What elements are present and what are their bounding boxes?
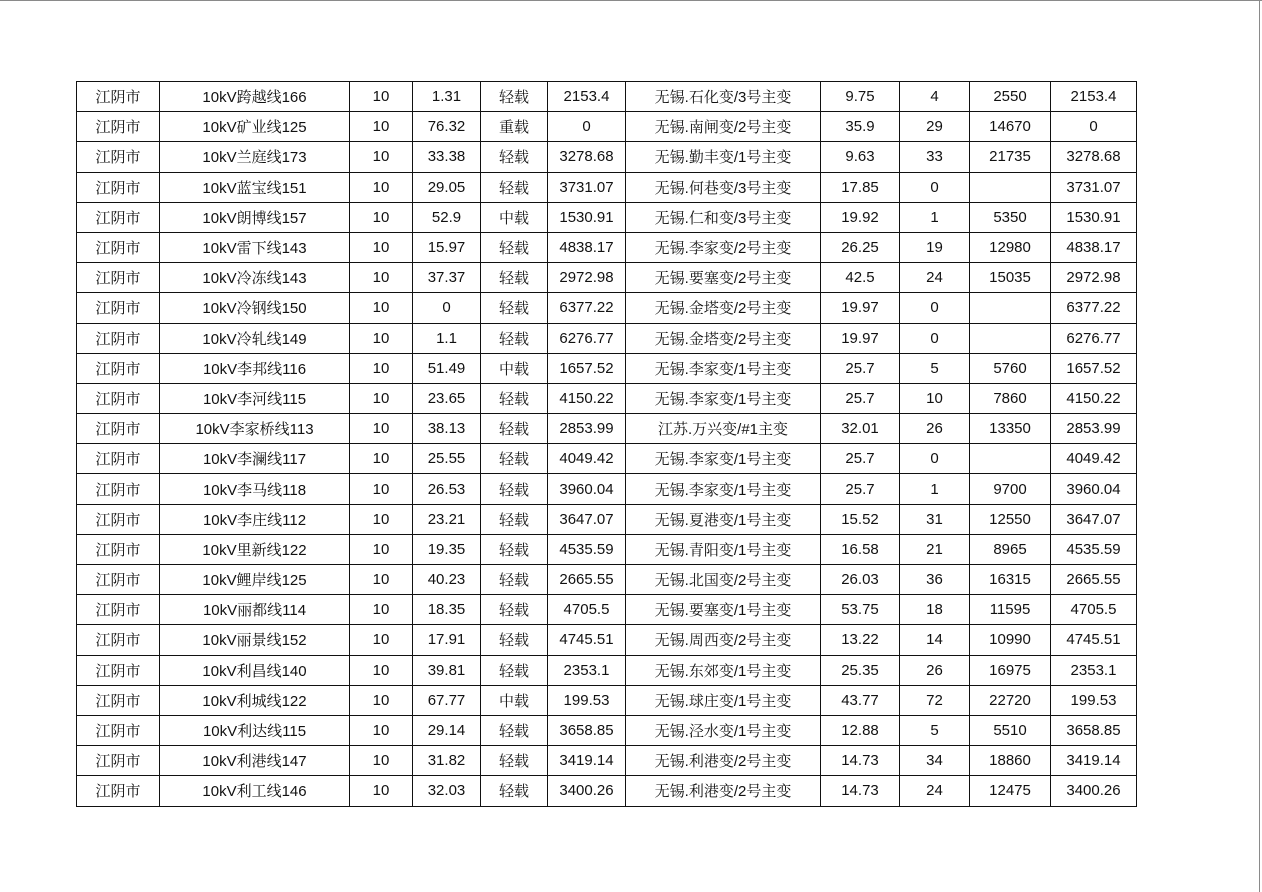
cell-voltage: 10 xyxy=(350,142,413,172)
cell-line-name: 10kV丽景线152 xyxy=(160,625,350,655)
cell-substation-transformer: 无锡.李家变/1号主变 xyxy=(626,474,821,504)
cell-line-name: 10kV雷下线143 xyxy=(160,232,350,262)
cell-load-rate: 19.35 xyxy=(413,534,481,564)
feeder-load-table xyxy=(76,81,1137,807)
cell-count: 1 xyxy=(900,202,970,232)
cell-load-rate: 40.23 xyxy=(413,565,481,595)
cell-voltage: 10 xyxy=(350,504,413,534)
cell-load-rate: 67.77 xyxy=(413,685,481,715)
cell-voltage: 10 xyxy=(350,323,413,353)
cell-capacity-repeat: 4049.42 xyxy=(1051,444,1137,474)
cell-count: 34 xyxy=(900,746,970,776)
cell-city: 江阴市 xyxy=(77,353,160,383)
table-row xyxy=(77,414,1137,444)
cell-capacity-repeat: 3960.04 xyxy=(1051,474,1137,504)
cell-capacity: 3419.14 xyxy=(548,746,626,776)
cell-capacity-repeat: 3278.68 xyxy=(1051,142,1137,172)
cell-capacity: 2972.98 xyxy=(548,263,626,293)
cell-capacity: 199.53 xyxy=(548,685,626,715)
cell-substation-transformer: 无锡.李家变/1号主变 xyxy=(626,383,821,413)
cell-count: 0 xyxy=(900,293,970,323)
cell-line-name: 10kV丽都线114 xyxy=(160,595,350,625)
cell-line-name: 10kV李邦线116 xyxy=(160,353,350,383)
table-row xyxy=(77,715,1137,745)
cell-line-name: 10kV李家桥线113 xyxy=(160,414,350,444)
cell-capacity: 3278.68 xyxy=(548,142,626,172)
cell-city: 江阴市 xyxy=(77,112,160,142)
cell-capacity-repeat: 3419.14 xyxy=(1051,746,1137,776)
cell-load-rate: 37.37 xyxy=(413,263,481,293)
cell-capacity-repeat: 2665.55 xyxy=(1051,565,1137,595)
cell-load-status: 轻载 xyxy=(481,534,548,564)
cell-voltage: 10 xyxy=(350,655,413,685)
cell-load-rate: 26.53 xyxy=(413,474,481,504)
cell-voltage: 10 xyxy=(350,776,413,806)
cell-count: 5 xyxy=(900,715,970,745)
cell-voltage: 10 xyxy=(350,625,413,655)
cell-load-rate: 1.31 xyxy=(413,82,481,112)
cell-transformer-load: 26.25 xyxy=(821,232,900,262)
table-row xyxy=(77,112,1137,142)
cell-transformer-load: 13.22 xyxy=(821,625,900,655)
cell-capacity: 6276.77 xyxy=(548,323,626,353)
cell-load-status: 轻载 xyxy=(481,263,548,293)
cell-substation-transformer: 无锡.夏港变/1号主变 xyxy=(626,504,821,534)
cell-capacity-repeat: 6276.77 xyxy=(1051,323,1137,353)
cell-substation-transformer: 无锡.东郊变/1号主变 xyxy=(626,655,821,685)
cell-transformer-load: 42.5 xyxy=(821,263,900,293)
table-row xyxy=(77,776,1137,806)
cell-line-name: 10kV里新线122 xyxy=(160,534,350,564)
cell-city: 江阴市 xyxy=(77,715,160,745)
cell-value: 21735 xyxy=(970,142,1051,172)
cell-load-rate: 15.97 xyxy=(413,232,481,262)
cell-city: 江阴市 xyxy=(77,655,160,685)
table-row xyxy=(77,625,1137,655)
cell-transformer-load: 25.7 xyxy=(821,474,900,504)
cell-capacity-repeat: 4150.22 xyxy=(1051,383,1137,413)
cell-city: 江阴市 xyxy=(77,414,160,444)
cell-voltage: 10 xyxy=(350,232,413,262)
cell-transformer-load: 25.35 xyxy=(821,655,900,685)
cell-transformer-load: 19.92 xyxy=(821,202,900,232)
cell-count: 0 xyxy=(900,323,970,353)
cell-count: 29 xyxy=(900,112,970,142)
cell-count: 1 xyxy=(900,474,970,504)
cell-capacity-repeat: 1530.91 xyxy=(1051,202,1137,232)
cell-load-rate: 51.49 xyxy=(413,353,481,383)
cell-load-status: 轻载 xyxy=(481,625,548,655)
cell-transformer-load: 35.9 xyxy=(821,112,900,142)
cell-capacity-repeat: 2153.4 xyxy=(1051,82,1137,112)
cell-load-rate: 52.9 xyxy=(413,202,481,232)
cell-transformer-load: 25.7 xyxy=(821,444,900,474)
cell-value: 18860 xyxy=(970,746,1051,776)
cell-capacity: 2153.4 xyxy=(548,82,626,112)
table-row xyxy=(77,504,1137,534)
cell-transformer-load: 16.58 xyxy=(821,534,900,564)
cell-value xyxy=(970,172,1051,202)
cell-voltage: 10 xyxy=(350,82,413,112)
cell-city: 江阴市 xyxy=(77,504,160,534)
table-row xyxy=(77,82,1137,112)
cell-capacity: 4838.17 xyxy=(548,232,626,262)
cell-line-name: 10kV冷钢线150 xyxy=(160,293,350,323)
cell-voltage: 10 xyxy=(350,534,413,564)
cell-load-status: 轻载 xyxy=(481,444,548,474)
cell-line-name: 10kV跨越线166 xyxy=(160,82,350,112)
cell-load-status: 轻载 xyxy=(481,232,548,262)
table-row xyxy=(77,444,1137,474)
cell-transformer-load: 12.88 xyxy=(821,715,900,745)
cell-count: 26 xyxy=(900,655,970,685)
cell-load-status: 中载 xyxy=(481,353,548,383)
cell-city: 江阴市 xyxy=(77,202,160,232)
cell-value: 5350 xyxy=(970,202,1051,232)
cell-load-status: 中载 xyxy=(481,685,548,715)
table-row xyxy=(77,142,1137,172)
table-row xyxy=(77,655,1137,685)
cell-substation-transformer: 无锡.李家变/1号主变 xyxy=(626,353,821,383)
cell-substation-transformer: 无锡.何巷变/3号主变 xyxy=(626,172,821,202)
cell-count: 4 xyxy=(900,82,970,112)
cell-value: 2550 xyxy=(970,82,1051,112)
cell-load-status: 轻载 xyxy=(481,323,548,353)
table-body xyxy=(77,82,1137,807)
cell-transformer-load: 15.52 xyxy=(821,504,900,534)
cell-capacity: 2853.99 xyxy=(548,414,626,444)
table-row xyxy=(77,293,1137,323)
cell-capacity: 4150.22 xyxy=(548,383,626,413)
table-row xyxy=(77,595,1137,625)
cell-city: 江阴市 xyxy=(77,474,160,504)
cell-line-name: 10kV利港线147 xyxy=(160,746,350,776)
cell-voltage: 10 xyxy=(350,172,413,202)
cell-city: 江阴市 xyxy=(77,444,160,474)
cell-load-status: 轻载 xyxy=(481,746,548,776)
table-row xyxy=(77,746,1137,776)
cell-capacity: 2353.1 xyxy=(548,655,626,685)
cell-voltage: 10 xyxy=(350,746,413,776)
cell-load-status: 轻载 xyxy=(481,565,548,595)
cell-capacity: 4049.42 xyxy=(548,444,626,474)
cell-capacity-repeat: 3647.07 xyxy=(1051,504,1137,534)
cell-city: 江阴市 xyxy=(77,383,160,413)
table-row xyxy=(77,202,1137,232)
cell-substation-transformer: 无锡.李家变/1号主变 xyxy=(626,444,821,474)
cell-load-rate: 25.55 xyxy=(413,444,481,474)
cell-line-name: 10kV朗博线157 xyxy=(160,202,350,232)
cell-value: 12980 xyxy=(970,232,1051,262)
cell-transformer-load: 43.77 xyxy=(821,685,900,715)
cell-voltage: 10 xyxy=(350,685,413,715)
cell-transformer-load: 19.97 xyxy=(821,323,900,353)
cell-voltage: 10 xyxy=(350,263,413,293)
cell-value: 5760 xyxy=(970,353,1051,383)
cell-substation-transformer: 无锡.仁和变/3号主变 xyxy=(626,202,821,232)
cell-count: 14 xyxy=(900,625,970,655)
table-row xyxy=(77,263,1137,293)
cell-count: 0 xyxy=(900,172,970,202)
table-row xyxy=(77,172,1137,202)
table-row xyxy=(77,474,1137,504)
cell-value: 5510 xyxy=(970,715,1051,745)
cell-capacity-repeat: 4838.17 xyxy=(1051,232,1137,262)
cell-substation-transformer: 无锡.李家变/2号主变 xyxy=(626,232,821,262)
page-right-border xyxy=(1259,0,1260,892)
cell-voltage: 10 xyxy=(350,595,413,625)
cell-capacity: 2665.55 xyxy=(548,565,626,595)
cell-capacity-repeat: 4745.51 xyxy=(1051,625,1137,655)
cell-substation-transformer: 无锡.要塞变/2号主变 xyxy=(626,263,821,293)
cell-voltage: 10 xyxy=(350,715,413,745)
cell-substation-transformer: 江苏.万兴变/#1主变 xyxy=(626,414,821,444)
cell-voltage: 10 xyxy=(350,414,413,444)
cell-load-rate: 18.35 xyxy=(413,595,481,625)
cell-substation-transformer: 无锡.南闸变/2号主变 xyxy=(626,112,821,142)
cell-city: 江阴市 xyxy=(77,232,160,262)
cell-count: 26 xyxy=(900,414,970,444)
cell-value: 8965 xyxy=(970,534,1051,564)
cell-line-name: 10kV矿业线125 xyxy=(160,112,350,142)
cell-load-status: 轻载 xyxy=(481,655,548,685)
cell-load-rate: 31.82 xyxy=(413,746,481,776)
cell-value: 12550 xyxy=(970,504,1051,534)
cell-line-name: 10kV利工线146 xyxy=(160,776,350,806)
cell-value: 15035 xyxy=(970,263,1051,293)
cell-transformer-load: 14.73 xyxy=(821,776,900,806)
cell-city: 江阴市 xyxy=(77,776,160,806)
cell-substation-transformer: 无锡.勤丰变/1号主变 xyxy=(626,142,821,172)
cell-city: 江阴市 xyxy=(77,685,160,715)
cell-load-rate: 38.13 xyxy=(413,414,481,444)
table-row xyxy=(77,353,1137,383)
cell-capacity-repeat: 2972.98 xyxy=(1051,263,1137,293)
cell-transformer-load: 25.7 xyxy=(821,353,900,383)
cell-value: 7860 xyxy=(970,383,1051,413)
cell-substation-transformer: 无锡.周西变/2号主变 xyxy=(626,625,821,655)
cell-line-name: 10kV冷轧线149 xyxy=(160,323,350,353)
cell-load-status: 轻载 xyxy=(481,293,548,323)
cell-substation-transformer: 无锡.石化变/3号主变 xyxy=(626,82,821,112)
cell-voltage: 10 xyxy=(350,565,413,595)
cell-load-rate: 39.81 xyxy=(413,655,481,685)
cell-load-status: 轻载 xyxy=(481,715,548,745)
cell-load-rate: 17.91 xyxy=(413,625,481,655)
cell-line-name: 10kV利达线115 xyxy=(160,715,350,745)
cell-capacity-repeat: 3731.07 xyxy=(1051,172,1137,202)
cell-value xyxy=(970,293,1051,323)
cell-substation-transformer: 无锡.利港变/2号主变 xyxy=(626,776,821,806)
cell-voltage: 10 xyxy=(350,293,413,323)
cell-value xyxy=(970,323,1051,353)
table-row xyxy=(77,383,1137,413)
cell-load-status: 中载 xyxy=(481,202,548,232)
cell-load-status: 轻载 xyxy=(481,474,548,504)
cell-line-name: 10kV蓝宝线151 xyxy=(160,172,350,202)
cell-line-name: 10kV利城线122 xyxy=(160,685,350,715)
cell-line-name: 10kV李庄线112 xyxy=(160,504,350,534)
cell-count: 5 xyxy=(900,353,970,383)
cell-capacity: 1657.52 xyxy=(548,353,626,383)
cell-capacity-repeat: 3400.26 xyxy=(1051,776,1137,806)
cell-capacity-repeat: 6377.22 xyxy=(1051,293,1137,323)
table-row xyxy=(77,565,1137,595)
cell-transformer-load: 14.73 xyxy=(821,746,900,776)
cell-load-status: 轻载 xyxy=(481,82,548,112)
cell-capacity: 3400.26 xyxy=(548,776,626,806)
cell-voltage: 10 xyxy=(350,474,413,504)
table-row xyxy=(77,534,1137,564)
cell-capacity-repeat: 199.53 xyxy=(1051,685,1137,715)
cell-load-rate: 76.32 xyxy=(413,112,481,142)
cell-value: 13350 xyxy=(970,414,1051,444)
cell-capacity: 3658.85 xyxy=(548,715,626,745)
cell-count: 18 xyxy=(900,595,970,625)
cell-load-status: 轻载 xyxy=(481,776,548,806)
cell-city: 江阴市 xyxy=(77,263,160,293)
cell-transformer-load: 9.63 xyxy=(821,142,900,172)
cell-line-name: 10kV冷冻线143 xyxy=(160,263,350,293)
cell-transformer-load: 17.85 xyxy=(821,172,900,202)
cell-count: 36 xyxy=(900,565,970,595)
cell-capacity: 4535.59 xyxy=(548,534,626,564)
cell-substation-transformer: 无锡.泾水变/1号主变 xyxy=(626,715,821,745)
cell-load-status: 轻载 xyxy=(481,504,548,534)
cell-substation-transformer: 无锡.金塔变/2号主变 xyxy=(626,323,821,353)
table-row xyxy=(77,232,1137,262)
cell-value: 11595 xyxy=(970,595,1051,625)
cell-voltage: 10 xyxy=(350,353,413,383)
cell-capacity-repeat: 0 xyxy=(1051,112,1137,142)
cell-line-name: 10kV利昌线140 xyxy=(160,655,350,685)
cell-value: 14670 xyxy=(970,112,1051,142)
cell-voltage: 10 xyxy=(350,202,413,232)
cell-transformer-load: 25.7 xyxy=(821,383,900,413)
cell-value: 10990 xyxy=(970,625,1051,655)
cell-capacity: 4745.51 xyxy=(548,625,626,655)
cell-voltage: 10 xyxy=(350,444,413,474)
cell-count: 24 xyxy=(900,263,970,293)
cell-value: 16315 xyxy=(970,565,1051,595)
cell-load-rate: 33.38 xyxy=(413,142,481,172)
cell-value: 22720 xyxy=(970,685,1051,715)
cell-city: 江阴市 xyxy=(77,595,160,625)
cell-transformer-load: 32.01 xyxy=(821,414,900,444)
cell-capacity: 1530.91 xyxy=(548,202,626,232)
cell-city: 江阴市 xyxy=(77,534,160,564)
cell-substation-transformer: 无锡.金塔变/2号主变 xyxy=(626,293,821,323)
cell-capacity-repeat: 2853.99 xyxy=(1051,414,1137,444)
cell-capacity: 6377.22 xyxy=(548,293,626,323)
cell-capacity: 3647.07 xyxy=(548,504,626,534)
cell-load-status: 轻载 xyxy=(481,383,548,413)
cell-value xyxy=(970,444,1051,474)
cell-load-rate: 29.14 xyxy=(413,715,481,745)
cell-value: 9700 xyxy=(970,474,1051,504)
cell-load-status: 轻载 xyxy=(481,414,548,444)
cell-load-rate: 0 xyxy=(413,293,481,323)
cell-line-name: 10kV李澜线117 xyxy=(160,444,350,474)
cell-count: 0 xyxy=(900,444,970,474)
cell-capacity-repeat: 4705.5 xyxy=(1051,595,1137,625)
cell-line-name: 10kV鲤岸线125 xyxy=(160,565,350,595)
cell-load-status: 轻载 xyxy=(481,142,548,172)
cell-substation-transformer: 无锡.球庄变/1号主变 xyxy=(626,685,821,715)
cell-city: 江阴市 xyxy=(77,142,160,172)
cell-count: 10 xyxy=(900,383,970,413)
page-top-border xyxy=(0,0,1262,1)
cell-load-rate: 23.65 xyxy=(413,383,481,413)
cell-count: 19 xyxy=(900,232,970,262)
cell-load-rate: 32.03 xyxy=(413,776,481,806)
cell-count: 33 xyxy=(900,142,970,172)
cell-city: 江阴市 xyxy=(77,323,160,353)
cell-city: 江阴市 xyxy=(77,565,160,595)
cell-count: 24 xyxy=(900,776,970,806)
cell-capacity: 3731.07 xyxy=(548,172,626,202)
cell-capacity-repeat: 4535.59 xyxy=(1051,534,1137,564)
cell-load-rate: 1.1 xyxy=(413,323,481,353)
cell-line-name: 10kV李马线118 xyxy=(160,474,350,504)
cell-transformer-load: 19.97 xyxy=(821,293,900,323)
cell-capacity: 3960.04 xyxy=(548,474,626,504)
cell-load-rate: 29.05 xyxy=(413,172,481,202)
cell-city: 江阴市 xyxy=(77,746,160,776)
cell-capacity-repeat: 1657.52 xyxy=(1051,353,1137,383)
cell-transformer-load: 26.03 xyxy=(821,565,900,595)
cell-load-status: 轻载 xyxy=(481,595,548,625)
cell-substation-transformer: 无锡.青阳变/1号主变 xyxy=(626,534,821,564)
cell-city: 江阴市 xyxy=(77,293,160,323)
cell-load-status: 重载 xyxy=(481,112,548,142)
cell-load-status: 轻载 xyxy=(481,172,548,202)
cell-transformer-load: 53.75 xyxy=(821,595,900,625)
cell-value: 16975 xyxy=(970,655,1051,685)
table-row xyxy=(77,685,1137,715)
cell-line-name: 10kV兰庭线173 xyxy=(160,142,350,172)
cell-city: 江阴市 xyxy=(77,625,160,655)
cell-count: 31 xyxy=(900,504,970,534)
cell-substation-transformer: 无锡.利港变/2号主变 xyxy=(626,746,821,776)
cell-voltage: 10 xyxy=(350,112,413,142)
cell-count: 72 xyxy=(900,685,970,715)
cell-voltage: 10 xyxy=(350,383,413,413)
cell-city: 江阴市 xyxy=(77,82,160,112)
cell-capacity-repeat: 2353.1 xyxy=(1051,655,1137,685)
cell-count: 21 xyxy=(900,534,970,564)
cell-capacity: 4705.5 xyxy=(548,595,626,625)
cell-city: 江阴市 xyxy=(77,172,160,202)
cell-substation-transformer: 无锡.要塞变/1号主变 xyxy=(626,595,821,625)
table-row xyxy=(77,323,1137,353)
cell-capacity: 0 xyxy=(548,112,626,142)
cell-value: 12475 xyxy=(970,776,1051,806)
cell-capacity-repeat: 3658.85 xyxy=(1051,715,1137,745)
cell-load-rate: 23.21 xyxy=(413,504,481,534)
cell-substation-transformer: 无锡.北国变/2号主变 xyxy=(626,565,821,595)
cell-transformer-load: 9.75 xyxy=(821,82,900,112)
cell-line-name: 10kV李河线115 xyxy=(160,383,350,413)
